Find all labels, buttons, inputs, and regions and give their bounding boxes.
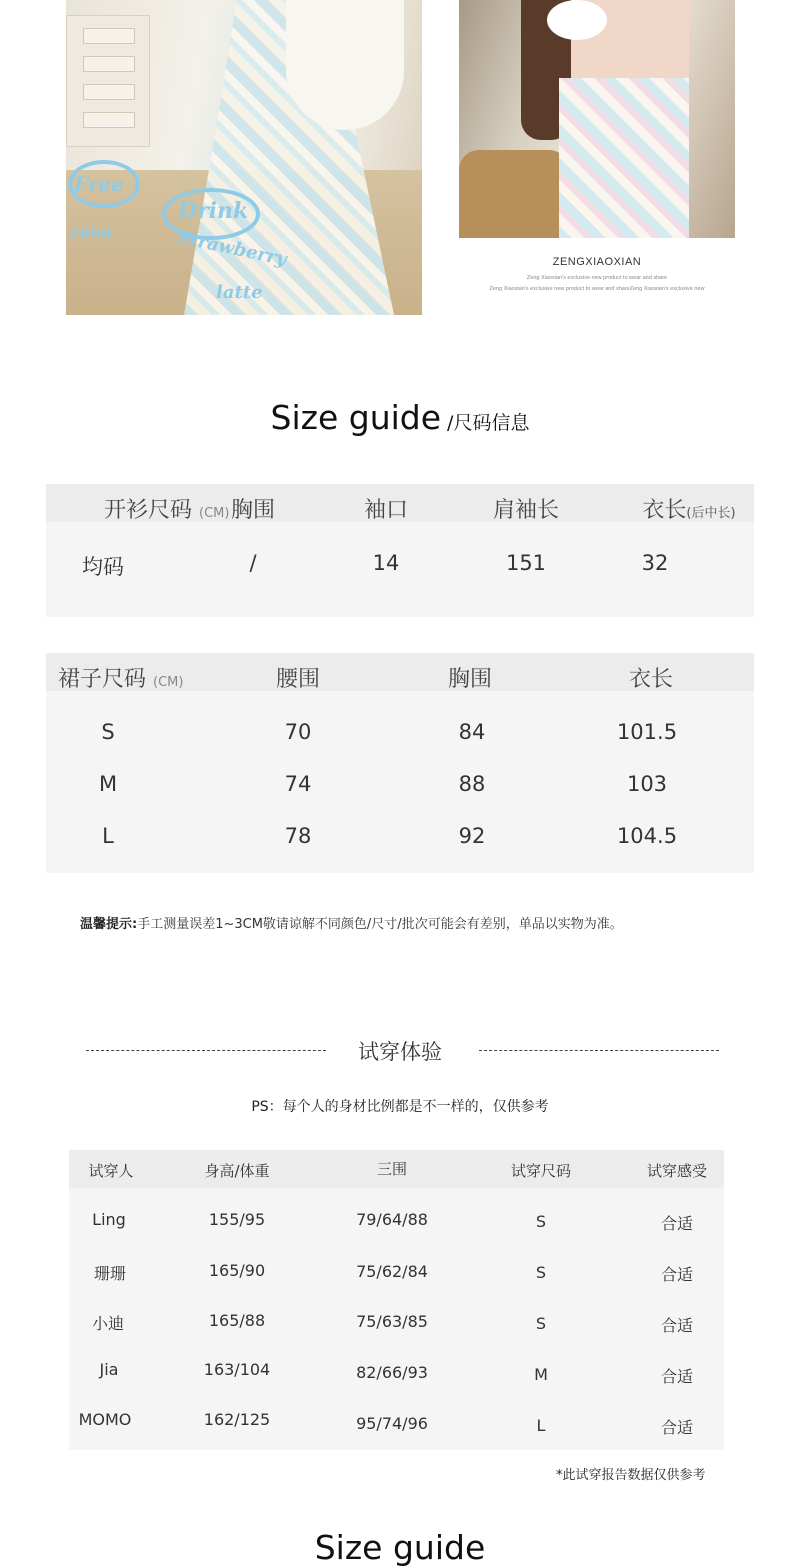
table-cell: 84 <box>458 720 486 744</box>
table-cell: L <box>536 1416 546 1435</box>
trial-footnote: *此试穿报告数据仅供参考 <box>556 1468 706 1483</box>
measurement-note <box>80 913 623 932</box>
table-header-cell: 袖口 <box>363 498 409 523</box>
photo-word: cana <box>70 222 113 241</box>
skirt-size-table <box>46 653 754 873</box>
hair-ribbon-graphic <box>547 0 607 40</box>
table-header-cell: 三围 <box>376 1160 408 1178</box>
note-label: 温馨提示: <box>80 917 138 932</box>
table-cell: 92 <box>458 824 486 848</box>
table-header-cell: 胸围 <box>447 667 493 692</box>
table-cell: 103 <box>626 772 668 796</box>
table-cell: 合适 <box>660 1265 694 1284</box>
photo-word: latte <box>216 282 263 303</box>
photo-word: Drink <box>178 198 249 224</box>
photo-word: Strawberry <box>175 226 289 271</box>
table-cell: 78 <box>284 824 312 848</box>
table-cell: 合适 <box>660 1418 694 1437</box>
brand-name: ZENGXIAOXIAN <box>552 256 642 268</box>
table-cell: 151 <box>505 551 547 575</box>
table-cell: 均码 <box>82 555 124 579</box>
table-cell: 101.5 <box>616 720 678 744</box>
table-cell: 小迪 <box>91 1314 125 1333</box>
table-header-cell: 衣长 <box>628 667 674 692</box>
note-text: 手工测量误差1~3CM敬请谅解不同颜色/尺寸/批次可能会有差别，单品以实物为准。 <box>137 917 623 932</box>
table-cell: 165/88 <box>208 1311 266 1330</box>
table-header-cell: 开衫尺码 (CM) <box>104 498 230 523</box>
table-cell: 104.5 <box>616 824 678 848</box>
table-cell: 14 <box>372 551 400 575</box>
table-cell: Jia <box>99 1360 119 1379</box>
trial-table <box>69 1150 724 1450</box>
table-cell: 88 <box>458 772 486 796</box>
brand-tagline: Zeng Xiaoxian's exclusive new product to wear and shareZeng Xiaoxian's exclusive new <box>489 286 705 292</box>
size-guide-title-en: Size guide <box>270 398 442 437</box>
table-cell: 合适 <box>660 1214 694 1233</box>
table-cell: 155/95 <box>208 1210 266 1229</box>
table-cell: 163/104 <box>203 1360 271 1379</box>
table-cell: 162/125 <box>203 1410 271 1429</box>
table-header-cell: 身高/体重 <box>204 1162 270 1180</box>
table-cell: 70 <box>284 720 312 744</box>
table-cell: / <box>249 551 257 575</box>
product-photo-left <box>66 0 422 315</box>
camisole-graphic <box>559 78 689 238</box>
table-cell: 74 <box>284 772 312 796</box>
table-cell: S <box>535 1314 547 1333</box>
length-note: (后中长) <box>686 506 736 521</box>
table-cell: 合适 <box>660 1367 694 1386</box>
table-cell: 75/63/85 <box>356 1312 428 1331</box>
cardigan-sleeve-graphic <box>286 0 404 130</box>
cabinet-decor <box>66 15 150 147</box>
brand-tagline: Zeng Xiaoxian's exclusive new product to wear and share <box>526 275 668 281</box>
table-cell: 165/90 <box>208 1261 266 1280</box>
unit-label: (CM) <box>199 506 230 521</box>
table-cell: 79/64/88 <box>356 1210 428 1229</box>
cardigan-size-table <box>46 484 754 617</box>
table-header-cell: 裙子尺码 (CM) <box>58 667 184 692</box>
table-cell: Ling <box>92 1210 126 1229</box>
product-photo-right <box>459 0 735 238</box>
photo-word: Free <box>74 172 124 196</box>
table-cell: 95/74/96 <box>356 1414 428 1433</box>
size-guide-title-cn: /尺码信息 <box>447 412 530 434</box>
table-cell: M <box>534 1365 548 1384</box>
table-cell: 82/66/93 <box>356 1363 428 1382</box>
table-cell: MOMO <box>78 1410 132 1429</box>
table-cell: 珊珊 <box>93 1264 127 1283</box>
table-cell: S <box>101 720 115 744</box>
table-cell: 32 <box>641 551 669 575</box>
table-header-cell: 胸围 <box>230 498 276 523</box>
trial-title: 试穿体验 <box>358 1040 442 1064</box>
table-header-cell: 试穿尺码 <box>510 1162 572 1180</box>
table-header-cell: 肩袖长 <box>492 498 560 523</box>
table-cell: S <box>535 1263 547 1282</box>
bottom-size-guide-heading: Size guide <box>314 1528 486 1567</box>
table-cell: 75/62/84 <box>356 1262 428 1281</box>
table-header-cell: 试穿感受 <box>646 1162 708 1180</box>
table-header-cell: 腰围 <box>275 667 321 692</box>
table-cell: L <box>102 824 114 848</box>
unit-label: (CM) <box>153 675 184 690</box>
table-cell: 合适 <box>660 1316 694 1335</box>
table-cell: M <box>98 772 118 796</box>
table-header-cell: 试穿人 <box>88 1162 134 1180</box>
basket-graphic <box>459 150 569 238</box>
trial-ps-note: PS：每个人的身材比例都是不一样的，仅供参考 <box>251 1099 549 1115</box>
table-header-cell: 衣长(后中长) <box>642 498 736 523</box>
table-cell: S <box>535 1212 547 1231</box>
size-guide-heading <box>0 398 800 437</box>
